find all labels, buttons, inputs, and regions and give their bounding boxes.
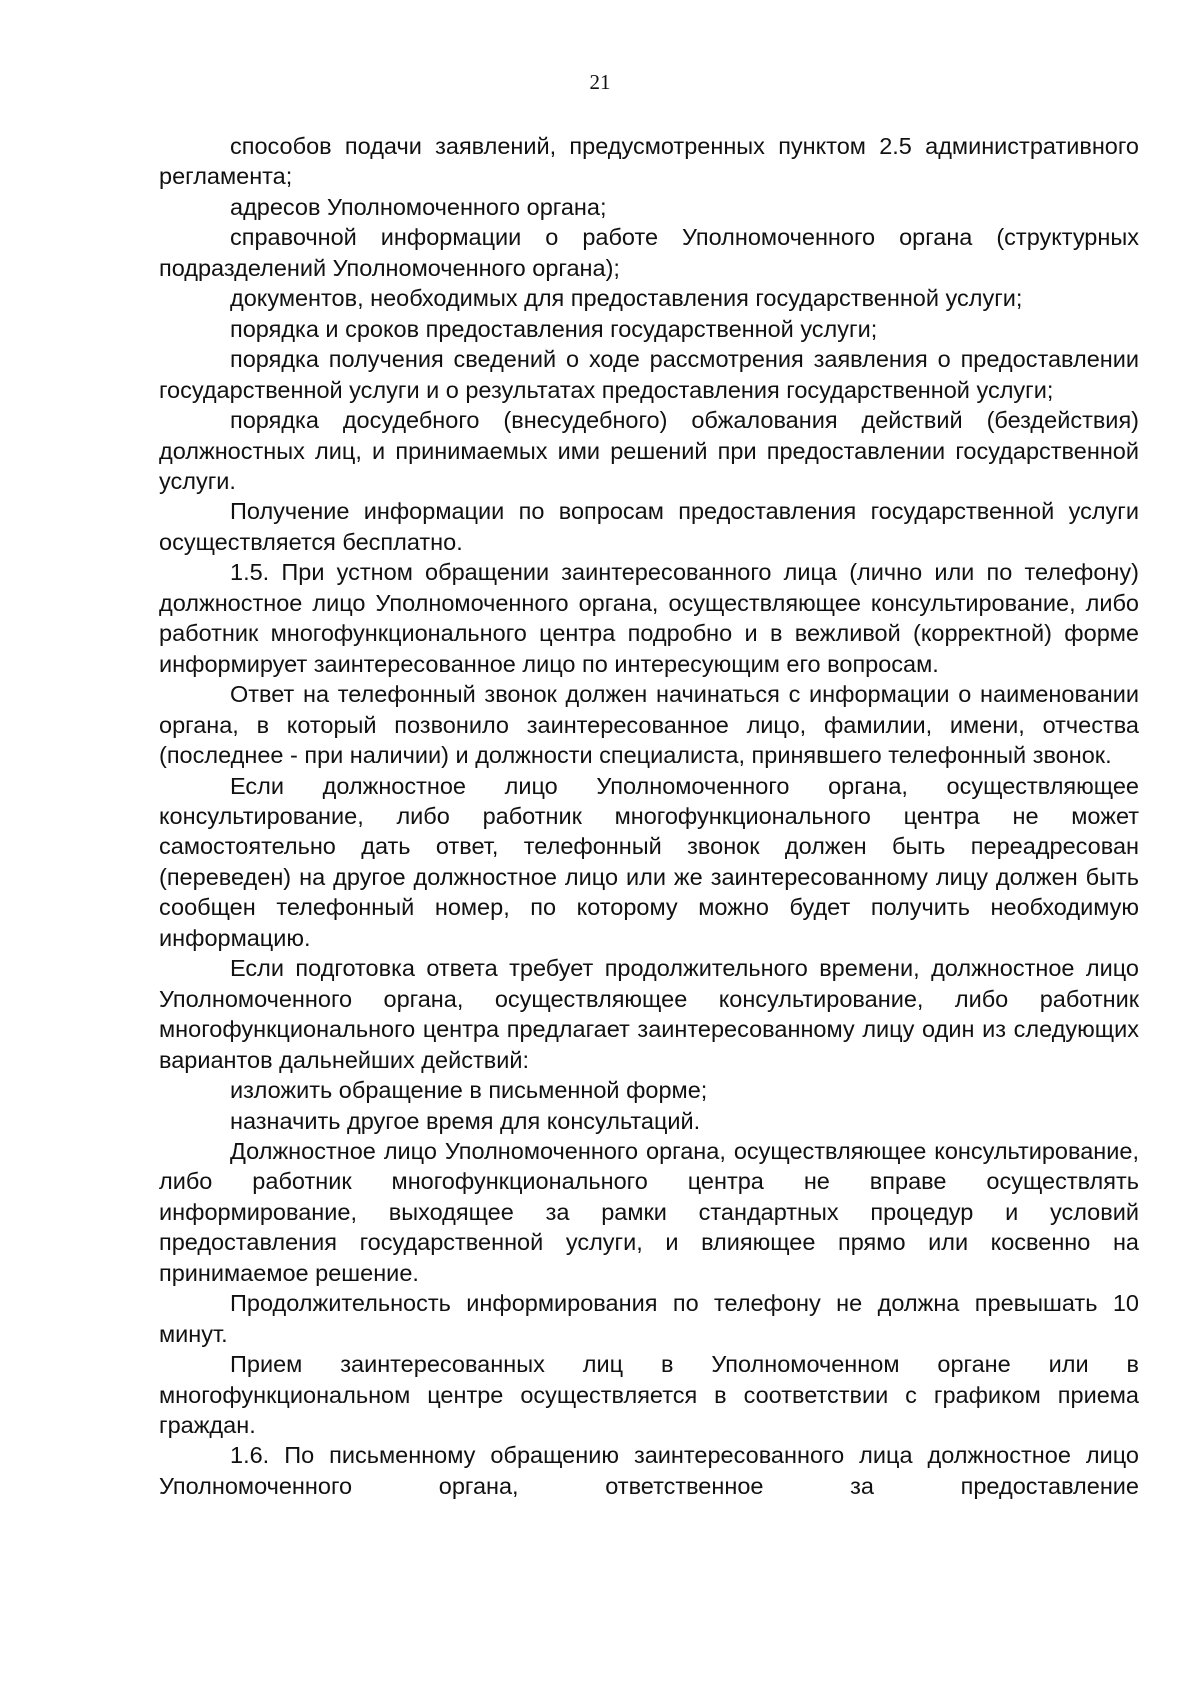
paragraph: Ответ на телефонный звонок должен начинаться с информации о наименовании органа, в который позвонило заинтересованное лицо, фамилии, имени, отчества (последнее - при наличии) и должности специалиста, принявшего телефонный звонок. bbox=[159, 681, 1139, 769]
paragraph: 1.5. При устном обращении заинтересованного лица (лично или по телефону) должностное лицо Уполномоченного органа, осуществляющее консультирование, либо работник многофункционального центра подробно и в вежливой (корректной) форме информирует заинтересованное лицо по интересующим его вопросам. bbox=[159, 559, 1139, 677]
paragraph: справочной информации о работе Уполномоченного органа (структурных подразделений Уполномоченного органа); bbox=[159, 224, 1139, 281]
paragraph: порядка получения сведений о ходе рассмотрения заявления о предоставлении государственной услуги и о результатах предоставления государственной услуги; bbox=[159, 346, 1139, 403]
paragraph: Прием заинтересованных лиц в Уполномоченном органе или в многофункциональном центре осуществляется в соответствии с графиком приема граждан. bbox=[159, 1351, 1139, 1439]
paragraph: порядка и сроков предоставления государственной услуги; bbox=[230, 315, 878, 342]
paragraph: Получение информации по вопросам предоставления государственной услуги осуществляется бесплатно. bbox=[159, 498, 1139, 555]
paragraph: 1.6. По письменному обращению заинтересованного лица должностное лицо Уполномоченного органа, ответственное за предоставление bbox=[159, 1442, 1139, 1499]
paragraph: порядка досудебного (внесудебного) обжалования действий (бездействия) должностных лиц, и принимаемых ими решений при предоставлении государственной услуги. bbox=[159, 407, 1139, 494]
paragraph: Продолжительность информирования по телефону не должна превышать 10 минут. bbox=[159, 1290, 1139, 1347]
paragraph: Если подготовка ответа требует продолжительного времени, должностное лицо Уполномоченного органа, осуществляющее консультирование, либо работник многофункционального центра предлагает заинтересованному лицу один из следующих вариантов дальнейших действий: bbox=[159, 955, 1139, 1073]
paragraph: документов, необходимых для предоставления государственной услуги; bbox=[230, 285, 1023, 312]
paragraph: Должностное лицо Уполномоченного органа, осуществляющее консультирование, либо работник многофункционального центра не вправе осуществлять информирование, выходящее за рамки стандартных процедур и условий предоставления государственной услуги, и влияющее прямо или косвенно на принимаемое решение. bbox=[159, 1137, 1139, 1286]
page-number: 21 bbox=[589, 70, 611, 94]
paragraph: адресов Уполномоченного органа; bbox=[230, 193, 607, 220]
paragraph: назначить другое время для консультаций. bbox=[230, 1107, 701, 1134]
document-body bbox=[159, 131, 1139, 1501]
paragraph: способов подачи заявлений, предусмотренных пунктом 2.5 административного регламента; bbox=[159, 133, 1139, 190]
paragraph: изложить обращение в письменной форме; bbox=[230, 1077, 708, 1104]
paragraph: Если должностное лицо Уполномоченного органа, осуществляющее консультирование, либо работник многофункционального центра не может самостоятельно дать ответ, телефонный звонок должен быть переадресован (переведен) на другое должностное лицо или же заинтересованному лицу должен быть сообщен телефонный номер, по которому можно будет получить необходимую информацию. bbox=[159, 772, 1139, 951]
